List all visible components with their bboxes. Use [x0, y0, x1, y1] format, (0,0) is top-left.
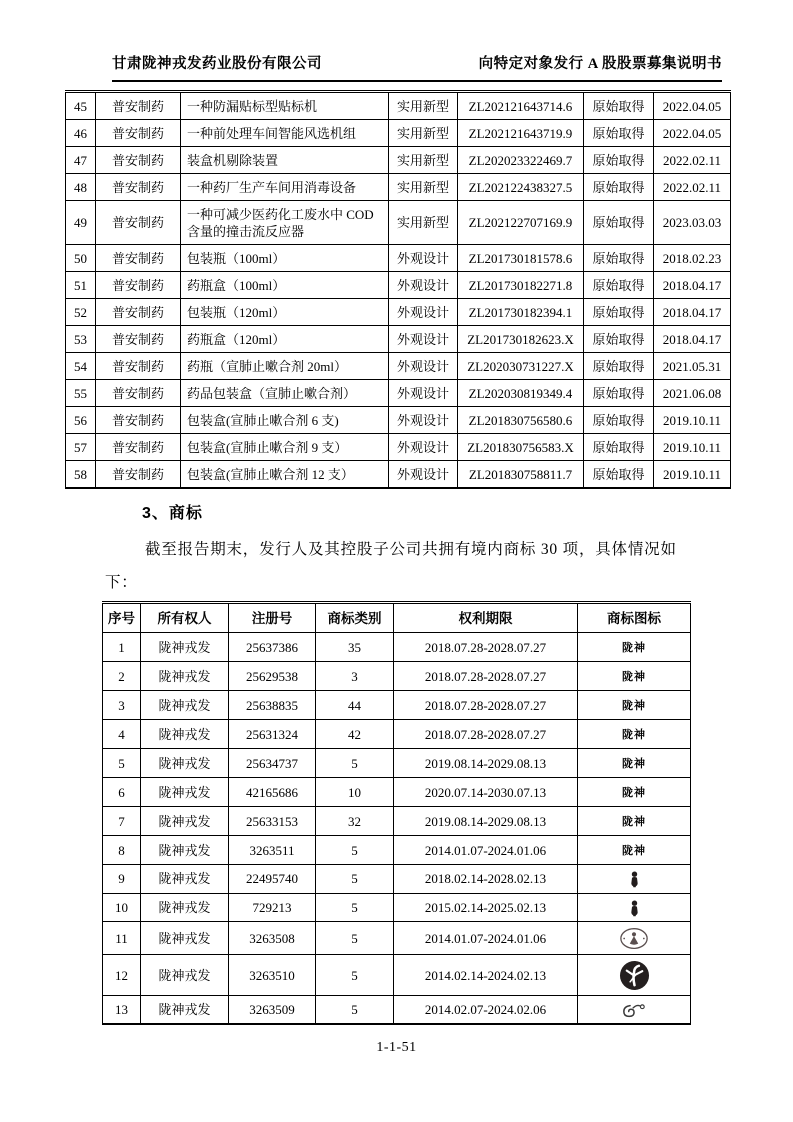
trademark-period-cell: 2018.07.28-2028.07.27	[394, 662, 578, 691]
patent-type-cell: 外观设计	[389, 407, 458, 434]
patent-name-cell: 药品包装盒（宣肺止嗽合剂）	[181, 380, 389, 407]
trademark-intro-paragraph	[105, 534, 733, 599]
patent-number-cell: ZL202121643719.9	[458, 120, 584, 147]
trademark-mark-cell	[578, 836, 691, 865]
trademark-owner-cell: 陇神戎发	[141, 720, 229, 749]
trademark-owner-cell: 陇神戎发	[141, 955, 229, 996]
patent-owner-cell: 普安制药	[96, 380, 181, 407]
patent-date-cell: 2019.10.11	[654, 434, 731, 461]
patent-index-cell: 48	[66, 174, 96, 201]
trademark-table-row	[103, 922, 691, 955]
trademark-table-row	[103, 720, 691, 749]
trademark-regno-cell: 729213	[229, 893, 316, 922]
patent-index-cell: 47	[66, 147, 96, 174]
patent-date-cell: 2021.06.08	[654, 380, 731, 407]
trademark-table-row	[103, 893, 691, 922]
trademark-class-cell: 5	[316, 955, 394, 996]
longshen-wordmark: 陇神	[622, 786, 646, 799]
col-header-index: 序号	[103, 603, 141, 633]
patent-number-cell: ZL201830758811.7	[458, 461, 584, 489]
patent-index-cell: 52	[66, 299, 96, 326]
patent-type-cell: 实用新型	[389, 201, 458, 245]
patent-table-row	[66, 272, 731, 299]
patent-type-cell: 外观设计	[389, 461, 458, 489]
swirl-mark-icon	[621, 1003, 648, 1019]
patent-date-cell: 2021.05.31	[654, 353, 731, 380]
patent-index-cell: 58	[66, 461, 96, 489]
trademark-mark-cell	[578, 691, 691, 720]
patent-owner-cell: 普安制药	[96, 245, 181, 272]
patent-acquire-cell: 原始取得	[584, 461, 654, 489]
patent-table-row	[66, 299, 731, 326]
patent-acquire-cell: 原始取得	[584, 407, 654, 434]
header-company-name: 甘肃陇神戎发药业股份有限公司	[112, 56, 322, 72]
trademark-mark-cell	[578, 955, 691, 996]
patent-type-cell: 外观设计	[389, 272, 458, 299]
patent-owner-cell: 普安制药	[96, 120, 181, 147]
col-header-mark: 商标图标	[578, 603, 691, 633]
patent-date-cell: 2019.10.11	[654, 461, 731, 489]
trademark-regno-cell: 25629538	[229, 662, 316, 691]
patent-name-cell: 装盒机剔除装置	[181, 147, 389, 174]
paragraph-line-2: 下：	[105, 573, 138, 591]
patent-index-cell: 51	[66, 272, 96, 299]
figure-seal-mark-icon	[628, 900, 641, 917]
trademark-period-cell: 2014.01.07-2024.01.06	[394, 922, 578, 955]
patent-date-cell: 2022.04.05	[654, 92, 731, 120]
trademark-owner-cell: 陇神戎发	[141, 865, 229, 894]
trademark-mark-cell	[578, 662, 691, 691]
trademark-owner-cell: 陇神戎发	[141, 807, 229, 836]
patent-number-cell: ZL201730182394.1	[458, 299, 584, 326]
page-header	[112, 52, 722, 82]
trademark-mark-cell	[578, 778, 691, 807]
trademark-mark-cell	[578, 720, 691, 749]
patent-acquire-cell: 原始取得	[584, 120, 654, 147]
patent-owner-cell: 普安制药	[96, 434, 181, 461]
trademark-table-header-row	[103, 603, 691, 633]
patent-acquire-cell: 原始取得	[584, 92, 654, 120]
patent-acquire-cell: 原始取得	[584, 326, 654, 353]
longshen-wordmark: 陇神	[622, 815, 646, 828]
patent-type-cell: 外观设计	[389, 380, 458, 407]
trademark-period-cell: 2018.07.28-2028.07.27	[394, 720, 578, 749]
patent-table-row	[66, 120, 731, 147]
filled-circle-mark-icon	[619, 960, 650, 991]
patent-type-cell: 实用新型	[389, 174, 458, 201]
patent-name-cell: 一种防漏贴标型贴标机	[181, 92, 389, 120]
patent-number-cell: ZL202023322469.7	[458, 147, 584, 174]
patent-index-cell: 53	[66, 326, 96, 353]
trademark-mark-cell	[578, 807, 691, 836]
patent-acquire-cell: 原始取得	[584, 245, 654, 272]
patent-acquire-cell: 原始取得	[584, 201, 654, 245]
trademark-period-cell: 2015.02.14-2025.02.13	[394, 893, 578, 922]
patent-type-cell: 外观设计	[389, 353, 458, 380]
patent-acquire-cell: 原始取得	[584, 174, 654, 201]
trademark-class-cell: 44	[316, 691, 394, 720]
trademark-regno-cell: 3263509	[229, 996, 316, 1025]
trademark-owner-cell: 陇神戎发	[141, 778, 229, 807]
patent-name-cell: 一种前处理车间智能风选机组	[181, 120, 389, 147]
patent-number-cell: ZL202030819349.4	[458, 380, 584, 407]
trademark-period-cell: 2019.08.14-2029.08.13	[394, 749, 578, 778]
patent-table-row	[66, 326, 731, 353]
trademark-class-cell: 5	[316, 865, 394, 894]
trademark-class-cell: 32	[316, 807, 394, 836]
patent-date-cell: 2018.04.17	[654, 272, 731, 299]
trademark-mark-cell	[578, 865, 691, 894]
longshen-wordmark: 陇神	[622, 757, 646, 770]
trademark-owner-cell: 陇神戎发	[141, 691, 229, 720]
page-number: 1-1-51	[376, 1040, 417, 1055]
trademark-period-cell: 2018.02.14-2028.02.13	[394, 865, 578, 894]
patent-type-cell: 外观设计	[389, 245, 458, 272]
patent-acquire-cell: 原始取得	[584, 434, 654, 461]
trademark-regno-cell: 42165686	[229, 778, 316, 807]
patent-table-row	[66, 380, 731, 407]
trademark-mark-cell	[578, 633, 691, 662]
patent-owner-cell: 普安制药	[96, 201, 181, 245]
trademark-table-row	[103, 633, 691, 662]
trademark-index-cell: 3	[103, 691, 141, 720]
longshen-wordmark: 陇神	[622, 641, 646, 654]
patent-owner-cell: 普安制药	[96, 92, 181, 120]
col-header-registration-number: 注册号	[229, 603, 316, 633]
trademark-regno-cell: 3263511	[229, 836, 316, 865]
patent-number-cell: ZL201730182271.8	[458, 272, 584, 299]
trademark-table-row	[103, 691, 691, 720]
trademark-period-cell: 2019.08.14-2029.08.13	[394, 807, 578, 836]
patent-acquire-cell: 原始取得	[584, 353, 654, 380]
patent-number-cell: ZL201830756583.X	[458, 434, 584, 461]
patent-acquire-cell: 原始取得	[584, 147, 654, 174]
patent-name-cell: 一种可减少医药化工废水中 COD 含量的撞击流反应器	[181, 201, 389, 245]
patent-acquire-cell: 原始取得	[584, 380, 654, 407]
patent-type-cell: 实用新型	[389, 92, 458, 120]
patent-owner-cell: 普安制药	[96, 353, 181, 380]
trademark-table-row	[103, 836, 691, 865]
trademark-table-row	[103, 749, 691, 778]
patent-type-cell: 实用新型	[389, 147, 458, 174]
trademark-regno-cell: 25631324	[229, 720, 316, 749]
trademark-period-cell: 2020.07.14-2030.07.13	[394, 778, 578, 807]
patent-date-cell: 2022.04.05	[654, 120, 731, 147]
header-doc-title: 向特定对象发行 A 股股票募集说明书	[478, 56, 722, 72]
patent-number-cell: ZL202030731227.X	[458, 353, 584, 380]
circle-emblem-mark-icon	[619, 927, 649, 950]
patent-index-cell: 57	[66, 434, 96, 461]
trademark-owner-cell: 陇神戎发	[141, 996, 229, 1025]
patent-number-cell: ZL202121643714.6	[458, 92, 584, 120]
patent-owner-cell: 普安制药	[96, 174, 181, 201]
patent-date-cell: 2019.10.11	[654, 407, 731, 434]
trademark-table-row	[103, 865, 691, 894]
trademark-class-cell: 5	[316, 836, 394, 865]
patent-index-cell: 56	[66, 407, 96, 434]
trademark-index-cell: 5	[103, 749, 141, 778]
trademark-owner-cell: 陇神戎发	[141, 749, 229, 778]
patent-index-cell: 45	[66, 92, 96, 120]
patent-table-row	[66, 353, 731, 380]
longshen-wordmark: 陇神	[622, 699, 646, 712]
trademark-table-row	[103, 662, 691, 691]
trademark-table-row	[103, 955, 691, 996]
trademark-period-cell: 2018.07.28-2028.07.27	[394, 691, 578, 720]
trademark-index-cell: 13	[103, 996, 141, 1025]
trademark-index-cell: 7	[103, 807, 141, 836]
section-heading-trademark: 3、商标	[142, 505, 203, 522]
paragraph-line-1: 截至报告期末，发行人及其控股子公司共拥有境内商标 30 项，具体情况如	[145, 541, 677, 558]
trademark-class-cell: 10	[316, 778, 394, 807]
patent-index-cell: 55	[66, 380, 96, 407]
trademark-class-cell: 5	[316, 749, 394, 778]
longshen-wordmark: 陇神	[622, 670, 646, 683]
patent-date-cell: 2022.02.11	[654, 147, 731, 174]
trademark-class-cell: 5	[316, 922, 394, 955]
trademark-class-cell: 3	[316, 662, 394, 691]
patent-name-cell: 包装盒(宣肺止嗽合剂 6 支)	[181, 407, 389, 434]
trademark-index-cell: 1	[103, 633, 141, 662]
patent-index-cell: 54	[66, 353, 96, 380]
patent-table-row	[66, 461, 731, 489]
patent-table-row	[66, 147, 731, 174]
trademark-mark-cell	[578, 922, 691, 955]
trademark-period-cell: 2014.02.07-2024.02.06	[394, 996, 578, 1025]
col-header-class: 商标类别	[316, 603, 394, 633]
patent-name-cell: 包装盒(宣肺止嗽合剂 9 支）	[181, 434, 389, 461]
patent-name-cell: 包装盒(宣肺止嗽合剂 12 支）	[181, 461, 389, 489]
patent-type-cell: 外观设计	[389, 299, 458, 326]
patent-date-cell: 2018.02.23	[654, 245, 731, 272]
patent-number-cell: ZL201730181578.6	[458, 245, 584, 272]
patent-owner-cell: 普安制药	[96, 407, 181, 434]
trademark-table	[102, 601, 691, 1025]
trademark-owner-cell: 陇神戎发	[141, 893, 229, 922]
patent-name-cell: 包装瓶（100ml）	[181, 245, 389, 272]
trademark-regno-cell: 22495740	[229, 865, 316, 894]
patent-name-cell: 药瓶（宣肺止嗽合剂 20ml）	[181, 353, 389, 380]
patent-name-cell: 一种药厂生产车间用消毒设备	[181, 174, 389, 201]
patent-table-row	[66, 201, 731, 245]
patent-table-row	[66, 245, 731, 272]
trademark-index-cell: 12	[103, 955, 141, 996]
trademark-index-cell: 9	[103, 865, 141, 894]
trademark-table-row	[103, 996, 691, 1025]
patent-table-row	[66, 92, 731, 120]
patent-number-cell: ZL202122707169.9	[458, 201, 584, 245]
trademark-index-cell: 2	[103, 662, 141, 691]
trademark-regno-cell: 3263508	[229, 922, 316, 955]
trademark-regno-cell: 25634737	[229, 749, 316, 778]
trademark-period-cell: 2018.07.28-2028.07.27	[394, 633, 578, 662]
trademark-index-cell: 10	[103, 893, 141, 922]
trademark-regno-cell: 25638835	[229, 691, 316, 720]
patent-date-cell: 2018.04.17	[654, 326, 731, 353]
patent-number-cell: ZL202122438327.5	[458, 174, 584, 201]
patent-table	[65, 90, 731, 489]
patent-name-cell: 包装瓶（120ml）	[181, 299, 389, 326]
trademark-table-row	[103, 778, 691, 807]
patent-owner-cell: 普安制药	[96, 299, 181, 326]
patent-table-row	[66, 407, 731, 434]
patent-acquire-cell: 原始取得	[584, 299, 654, 326]
col-header-period: 权利期限	[394, 603, 578, 633]
patent-owner-cell: 普安制药	[96, 147, 181, 174]
patent-owner-cell: 普安制药	[96, 326, 181, 353]
patent-index-cell: 50	[66, 245, 96, 272]
trademark-table-row	[103, 807, 691, 836]
patent-number-cell: ZL201730182623.X	[458, 326, 584, 353]
figure-seal-mark-icon	[628, 871, 641, 888]
longshen-wordmark: 陇神	[622, 844, 646, 857]
trademark-index-cell: 6	[103, 778, 141, 807]
patent-type-cell: 外观设计	[389, 326, 458, 353]
trademark-mark-cell	[578, 996, 691, 1025]
trademark-class-cell: 5	[316, 996, 394, 1025]
trademark-class-cell: 42	[316, 720, 394, 749]
patent-type-cell: 实用新型	[389, 120, 458, 147]
trademark-owner-cell: 陇神戎发	[141, 662, 229, 691]
trademark-period-cell: 2014.02.14-2024.02.13	[394, 955, 578, 996]
patent-name-cell: 药瓶盒（120ml）	[181, 326, 389, 353]
patent-acquire-cell: 原始取得	[584, 272, 654, 299]
trademark-mark-cell	[578, 893, 691, 922]
patent-table-row	[66, 434, 731, 461]
trademark-index-cell: 8	[103, 836, 141, 865]
trademark-class-cell: 5	[316, 893, 394, 922]
patent-date-cell: 2018.04.17	[654, 299, 731, 326]
trademark-period-cell: 2014.01.07-2024.01.06	[394, 836, 578, 865]
trademark-regno-cell: 25637386	[229, 633, 316, 662]
trademark-owner-cell: 陇神戎发	[141, 836, 229, 865]
patent-type-cell: 外观设计	[389, 434, 458, 461]
patent-index-cell: 46	[66, 120, 96, 147]
patent-owner-cell: 普安制药	[96, 461, 181, 489]
col-header-owner: 所有权人	[141, 603, 229, 633]
patent-table-row	[66, 174, 731, 201]
trademark-index-cell: 4	[103, 720, 141, 749]
patent-date-cell: 2022.02.11	[654, 174, 731, 201]
trademark-class-cell: 35	[316, 633, 394, 662]
trademark-regno-cell: 25633153	[229, 807, 316, 836]
patent-date-cell: 2023.03.03	[654, 201, 731, 245]
longshen-wordmark: 陇神	[622, 728, 646, 741]
patent-number-cell: ZL201830756580.6	[458, 407, 584, 434]
trademark-index-cell: 11	[103, 922, 141, 955]
trademark-mark-cell	[578, 749, 691, 778]
trademark-owner-cell: 陇神戎发	[141, 922, 229, 955]
trademark-regno-cell: 3263510	[229, 955, 316, 996]
trademark-owner-cell: 陇神戎发	[141, 633, 229, 662]
patent-index-cell: 49	[66, 201, 96, 245]
patent-owner-cell: 普安制药	[96, 272, 181, 299]
patent-name-cell: 药瓶盒（100ml）	[181, 272, 389, 299]
